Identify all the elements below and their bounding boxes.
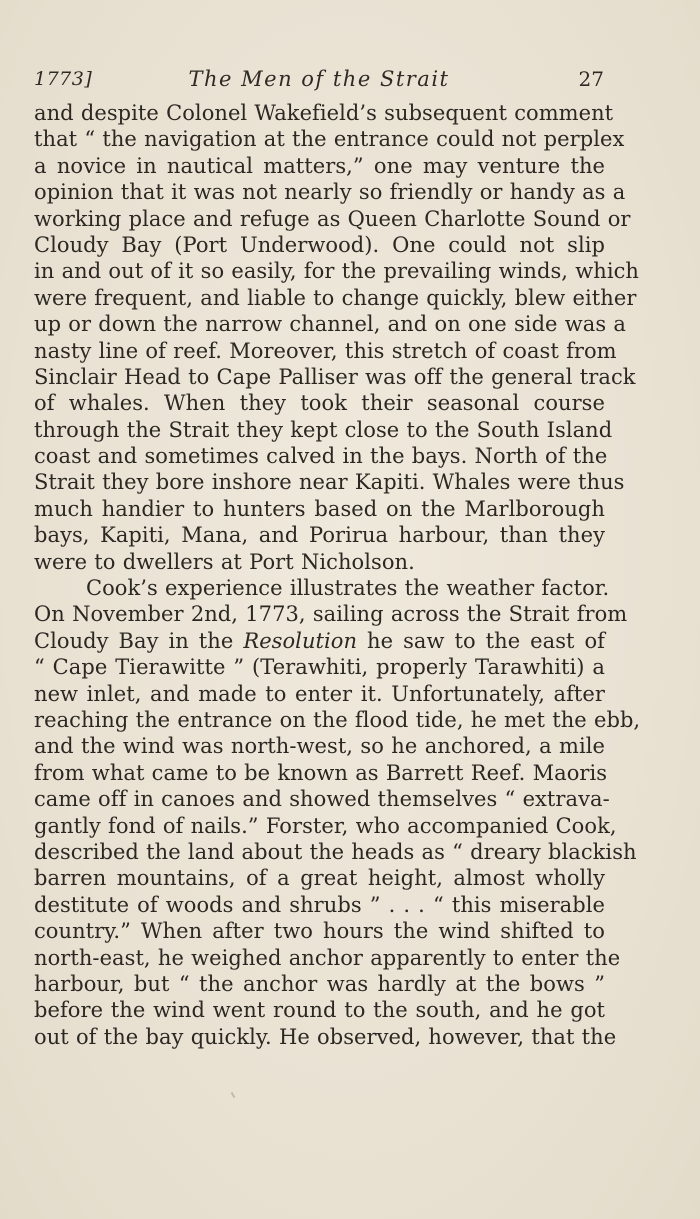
text-line: and the wind was north-west, so he anchored, a mile	[34, 734, 605, 759]
text-line: destitute of woods and shrubs ” . . . “ this miserable	[34, 892, 605, 917]
text-line: coast and sometimes calved in the bays. North of the	[34, 444, 608, 469]
header-year: 1773]	[34, 68, 93, 90]
text-line: harbour, but “ the anchor was hardly at the bows ”	[34, 971, 605, 996]
text-line: of whales. When they took their seasonal course	[34, 391, 605, 416]
text-line: gantly fond of nails.” Forster, who accompanied Cook,	[34, 813, 617, 838]
page-body	[34, 100, 641, 1050]
text-line: through the Strait they kept close to the South Island	[34, 417, 613, 442]
text-line: came off in canoes and showed themselves “ extrava-	[34, 787, 610, 812]
text-line: working place and refuge as Queen Charlotte Sound or	[34, 206, 631, 231]
text-line: north-east, he weighed anchor apparently to enter the	[34, 945, 621, 970]
text-fragment: he saw to the east of	[357, 628, 606, 653]
text-line	[34, 628, 605, 654]
text-line: up or down the narrow channel, and on one side was a	[34, 312, 626, 337]
text-line: much handier to hunters based on the Marlborough	[34, 496, 605, 521]
paragraph-1	[34, 100, 639, 575]
text-line: Cook’s experience illustrates the weather factor.	[86, 576, 610, 601]
text-line: country.” When after two hours the wind shifted to	[34, 919, 605, 944]
text-line: opinion that it was not nearly so friendly or handy as a	[34, 180, 626, 205]
text-line: Strait they bore inshore near Kapiti. Whales were thus	[34, 470, 625, 495]
text-line: a novice in nautical matters,” one may venture the	[34, 153, 605, 178]
text-line: reaching the entrance on the flood tide, he met the ebb,	[34, 707, 641, 732]
text-line: “ Cape Tierawitte ” (Terawhiti, properly Tarawhiti) a	[34, 655, 605, 680]
paper-mark	[231, 1092, 236, 1098]
text-line: before the wind went round to the south, and he got	[34, 998, 605, 1023]
text-line: Sinclair Head to Cape Palliser was off the general track	[34, 364, 636, 389]
text-line: Cloudy Bay (Port Underwood). One could not slip	[34, 232, 605, 257]
text-line: from what came to be known as Barrett Reef. Maoris	[34, 760, 608, 785]
text-line: barren mountains, of a great height, almost wholly	[34, 866, 605, 891]
text-line: were to dwellers at Port Nicholson.	[34, 549, 415, 574]
text-line: On November 2nd, 1773, sailing across the Strait from	[34, 602, 628, 627]
page-number: 27	[578, 67, 604, 91]
text-line: that “ the navigation at the entrance could not perplex	[34, 127, 625, 152]
running-header	[34, 64, 604, 94]
text-line: out of the bay quickly. He observed, however, that the	[34, 1024, 617, 1049]
text-line: nasty line of reef. Moreover, this stretch of coast from	[34, 338, 617, 363]
text-line: and despite Colonel Wakefield’s subsequent comment	[34, 101, 614, 125]
text-line: in and out of it so easily, for the prevailing winds, which	[34, 259, 639, 284]
text-line: were frequent, and liable to change quickly, blew either	[34, 285, 637, 310]
text-fragment: Cloudy Bay in the	[34, 628, 244, 653]
header-title: The Men of the Strait	[188, 67, 450, 91]
text-line: described the land about the heads as “ dreary blackish	[34, 839, 637, 864]
ship-name: Resolution	[243, 628, 358, 653]
paragraph-2	[34, 575, 641, 1050]
text-line: bays, Kapiti, Mana, and Porirua harbour, than they	[34, 523, 605, 548]
text-line: new inlet, and made to enter it. Unfortunately, after	[34, 681, 605, 706]
